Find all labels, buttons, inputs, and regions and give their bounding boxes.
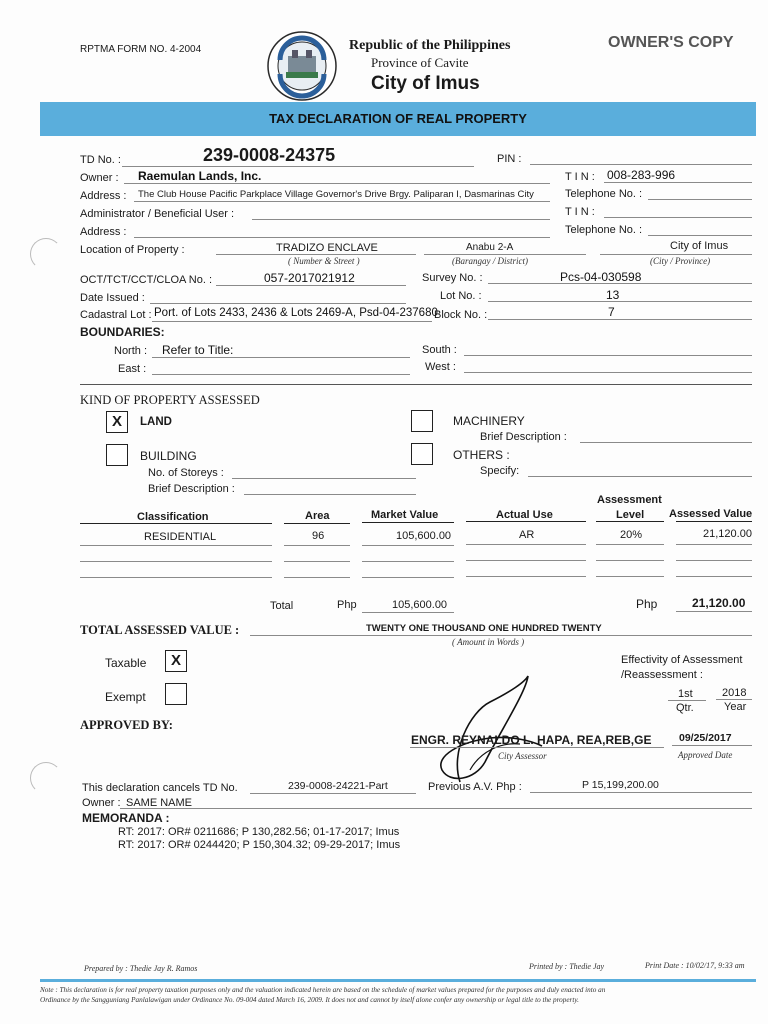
col-actual-use: Actual Use	[496, 509, 553, 521]
row-actual-use: AR	[519, 529, 535, 541]
owners-copy-label: OWNER'S COPY	[608, 34, 734, 51]
machinery-checkbox[interactable]	[411, 410, 433, 432]
col-level: Level	[616, 509, 645, 521]
owner-value: Raemulan Lands, Inc.	[138, 169, 262, 183]
oct-value: 057-2017021912	[264, 271, 355, 285]
city-value: City of Imus	[670, 240, 729, 252]
print-date: Print Date : 10/02/17, 9:33 am	[645, 961, 745, 970]
assessor-name: ENGR. REYNALDO L. HAPA, REA,REB,GE	[411, 733, 652, 747]
boundaries-title: BOUNDARIES:	[80, 325, 165, 339]
cadastral-label: Cadastral Lot :	[80, 309, 152, 321]
tin-value: 008-283-996	[607, 168, 676, 182]
machinery-label: MACHINERY	[453, 414, 525, 428]
total-market-value: 105,600.00	[392, 599, 448, 611]
form-number: RPTMA FORM NO. 4-2004	[80, 44, 202, 55]
taxable-label: Taxable	[105, 656, 147, 670]
date-issued-label: Date Issued :	[80, 292, 145, 304]
land-label: LAND	[140, 416, 172, 428]
address-label: Address :	[80, 190, 127, 202]
building-label: BUILDING	[140, 449, 197, 463]
td-no-value: 239-0008-24375	[203, 145, 336, 165]
lot-label: Lot No. :	[440, 290, 482, 302]
building-brief-label: Brief Description :	[148, 483, 235, 495]
administrator-label: Administrator / Beneficial User :	[80, 208, 235, 220]
title-banner-text: TAX DECLARATION OF REAL PROPERTY	[269, 111, 527, 126]
others-label: OTHERS :	[453, 448, 510, 462]
province-heading: Province of Cavite	[371, 55, 469, 70]
punch-hole	[30, 238, 62, 270]
assessor-signature	[430, 672, 560, 792]
total-assessed-value: 21,120.00	[692, 596, 746, 610]
republic-heading: Republic of the Philippines	[349, 38, 511, 53]
barangay-caption: (Barangay / District)	[452, 256, 528, 266]
total-assessed-php-label: Php	[636, 597, 658, 611]
kind-title: KIND OF PROPERTY ASSESSED	[80, 393, 260, 407]
row-assessed-value: 21,120.00	[703, 528, 752, 540]
specify-label: Specify:	[480, 465, 520, 477]
address-value: The Club House Pacific Parkplace Village Governor's Drive Brgy. Paliparan I, Dasmarinas City	[138, 189, 534, 200]
building-checkbox[interactable]	[106, 444, 128, 466]
pin-label: PIN :	[497, 153, 522, 165]
city-seal-logo	[266, 30, 338, 102]
cadastral-value: Port. of Lots 2433, 2436 & Lots 2469-A, Psd-04-237680	[154, 307, 438, 319]
taxable-checkbox[interactable]: X	[165, 650, 187, 672]
north-label: North :	[114, 345, 148, 357]
amount-in-words-caption: ( Amount in Words )	[452, 637, 525, 647]
year-label: Year	[724, 701, 747, 713]
memoranda-line-1: RT: 2017: OR# 0211686; P 130,282.56; 01-17-2017; Imus	[118, 826, 400, 838]
punch-hole	[30, 762, 62, 794]
approved-by-label: APPROVED BY:	[80, 718, 173, 732]
cancels-owner-label: Owner :	[82, 797, 121, 809]
reassessment-label: /Reassessment :	[621, 669, 703, 681]
col-market-value: Market Value	[371, 509, 439, 521]
row-classification: RESIDENTIAL	[144, 531, 217, 543]
col-area: Area	[305, 510, 330, 522]
telephone2-label: Telephone No. :	[565, 224, 643, 236]
storeys-label: No. of Storeys :	[148, 467, 224, 479]
telephone-label: Telephone No. :	[565, 188, 643, 200]
city-assessor-caption: City Assessor	[498, 751, 547, 761]
approved-date: 09/25/2017	[679, 732, 732, 744]
lot-value: 13	[606, 288, 620, 302]
exempt-checkbox[interactable]	[165, 683, 187, 705]
city-caption: (City / Province)	[650, 256, 711, 266]
block-label: Block No. :	[434, 309, 488, 321]
land-checkbox[interactable]: X	[106, 411, 128, 433]
street-value: TRADIZO ENCLAVE	[276, 242, 378, 254]
cancels-td: 239-0008-24221-Part	[288, 780, 388, 792]
assessed-words: TWENTY ONE THOUSAND ONE HUNDRED TWENTY	[366, 623, 602, 634]
effectivity-year: 2018	[722, 687, 747, 699]
total-assessed-label: TOTAL ASSESSED VALUE :	[80, 623, 240, 637]
quarter-label: Qtr.	[676, 702, 694, 714]
total-label: Total	[270, 600, 294, 612]
memoranda-line-2: RT: 2017: OR# 0244420; P 150,304.32; 09-29-2017; Imus	[118, 839, 401, 851]
memoranda-title: MEMORANDA :	[82, 811, 170, 825]
printed-by: Printed by : Thedie Jay	[529, 962, 605, 971]
total-php-label: Php	[337, 599, 357, 611]
survey-value: Pcs-04-030598	[560, 270, 642, 284]
prepared-by: Prepared by : Thedie Jay R. Ramos	[84, 964, 198, 973]
col-assessed-value: Assessed Value	[669, 508, 753, 520]
machinery-brief-label: Brief Description :	[480, 431, 567, 443]
street-caption: ( Number & Street )	[288, 256, 360, 266]
east-label: East :	[118, 363, 147, 375]
south-label: South :	[422, 344, 457, 356]
owner-label: Owner :	[80, 172, 119, 184]
col-assessment: Assessment	[597, 494, 662, 506]
tin2-label: T I N :	[565, 206, 595, 218]
previous-av-value: P 15,199,200.00	[582, 779, 659, 791]
others-checkbox[interactable]	[411, 443, 433, 465]
footer-note: Note : This declaration is for real property taxation purposes only and the valuation indicated herein are based on the schedule of market values prepared for the purposes and duly enacted into an	[40, 986, 606, 994]
cancels-owner-value: SAME NAME	[126, 797, 193, 809]
city-heading: City of Imus	[371, 73, 480, 94]
approved-date-caption: Approved Date	[678, 750, 733, 760]
exempt-label: Exempt	[105, 690, 146, 704]
tin-label: T I N :	[565, 171, 595, 183]
survey-label: Survey No. :	[422, 272, 483, 284]
location-label: Location of Property :	[80, 244, 185, 256]
west-label: West :	[425, 361, 456, 373]
title-banner	[40, 102, 756, 136]
row-level: 20%	[620, 529, 643, 541]
effectivity-label: Effectivity of Assessment	[621, 654, 743, 666]
barangay-value: Anabu 2-A	[466, 242, 514, 253]
address2-label: Address :	[80, 226, 127, 238]
cancels-label: This declaration cancels TD No.	[82, 782, 238, 794]
north-value: Refer to Title:	[162, 343, 234, 357]
col-classification: Classification	[137, 511, 209, 523]
row-area: 96	[312, 530, 325, 542]
effectivity-quarter: 1st	[678, 688, 693, 700]
block-value: 7	[608, 305, 615, 319]
oct-label: OCT/TCT/CCT/CLOA No. :	[80, 274, 213, 286]
td-no-label: TD No. :	[80, 154, 121, 166]
row-market-value: 105,600.00	[396, 530, 452, 542]
previous-av-label: Previous A.V. Php :	[428, 781, 522, 793]
footer-note-2: Ordinance by the Sangguniang Panlalawigan under Ordinance No. 09-004 dated March 16, 2009. It does not and cannot by itself alone confer any ownership or legal title to the property.	[40, 996, 579, 1004]
